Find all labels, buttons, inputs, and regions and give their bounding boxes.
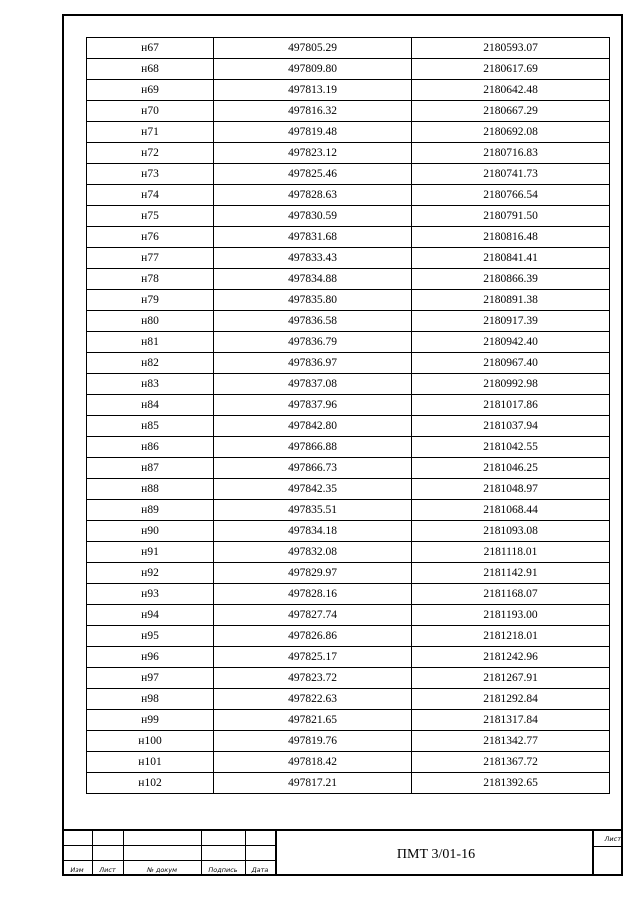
title-block xyxy=(62,829,623,876)
table-row xyxy=(87,290,610,311)
y-coordinate-cell: 2180866.39 xyxy=(412,269,610,290)
x-coordinate-cell: 497821.65 xyxy=(214,710,412,731)
table-row xyxy=(87,542,610,563)
table-row xyxy=(87,269,610,290)
point-name-cell: н100 xyxy=(87,731,214,752)
table-row xyxy=(87,143,610,164)
y-coordinate-cell: 2181242.96 xyxy=(412,647,610,668)
y-coordinate-cell: 2180992.98 xyxy=(412,374,610,395)
point-name-cell: н90 xyxy=(87,521,214,542)
point-name-cell: н94 xyxy=(87,605,214,626)
table-row xyxy=(87,458,610,479)
title-block-row-line xyxy=(592,846,623,847)
point-name-cell: н68 xyxy=(87,59,214,80)
table-row xyxy=(87,38,610,59)
y-coordinate-cell: 2181392.65 xyxy=(412,773,610,794)
x-coordinate-cell: 497809.80 xyxy=(214,59,412,80)
y-coordinate-cell: 2181046.25 xyxy=(412,458,610,479)
table-row xyxy=(87,311,610,332)
y-coordinate-cell: 2181317.84 xyxy=(412,710,610,731)
x-coordinate-cell: 497836.79 xyxy=(214,332,412,353)
x-coordinate-cell: 497818.42 xyxy=(214,752,412,773)
x-coordinate-cell: 497835.51 xyxy=(214,500,412,521)
point-name-cell: н96 xyxy=(87,647,214,668)
x-coordinate-cell: 497837.96 xyxy=(214,395,412,416)
table-row xyxy=(87,101,610,122)
point-name-cell: н71 xyxy=(87,122,214,143)
x-coordinate-cell: 497866.73 xyxy=(214,458,412,479)
x-coordinate-cell: 497819.76 xyxy=(214,731,412,752)
x-coordinate-cell: 497866.88 xyxy=(214,437,412,458)
table-row xyxy=(87,227,610,248)
table-row xyxy=(87,521,610,542)
y-coordinate-cell: 2181292.84 xyxy=(412,689,610,710)
table-row xyxy=(87,437,610,458)
point-name-cell: н101 xyxy=(87,752,214,773)
table-row xyxy=(87,626,610,647)
table-row xyxy=(87,416,610,437)
point-name-cell: н89 xyxy=(87,500,214,521)
coordinates-table xyxy=(86,37,610,794)
point-name-cell: н79 xyxy=(87,290,214,311)
y-coordinate-cell: 2181142.91 xyxy=(412,563,610,584)
y-coordinate-cell: 2180766.54 xyxy=(412,185,610,206)
table-row xyxy=(87,479,610,500)
table-row xyxy=(87,332,610,353)
x-coordinate-cell: 497828.63 xyxy=(214,185,412,206)
y-coordinate-cell: 2180593.07 xyxy=(412,38,610,59)
table-row xyxy=(87,584,610,605)
x-coordinate-cell: 497822.63 xyxy=(214,689,412,710)
x-coordinate-cell: 497836.97 xyxy=(214,353,412,374)
x-coordinate-cell: 497805.29 xyxy=(214,38,412,59)
x-coordinate-cell: 497842.35 xyxy=(214,479,412,500)
x-coordinate-cell: 497816.32 xyxy=(214,101,412,122)
point-name-cell: н67 xyxy=(87,38,214,59)
y-coordinate-cell: 2180692.08 xyxy=(412,122,610,143)
y-coordinate-cell: 2181267.91 xyxy=(412,668,610,689)
y-coordinate-cell: 2180816.48 xyxy=(412,227,610,248)
table-row xyxy=(87,773,610,794)
point-name-cell: н102 xyxy=(87,773,214,794)
y-coordinate-cell: 2181193.00 xyxy=(412,605,610,626)
x-coordinate-cell: 497817.21 xyxy=(214,773,412,794)
table-row xyxy=(87,395,610,416)
x-coordinate-cell: 497831.68 xyxy=(214,227,412,248)
point-name-cell: н80 xyxy=(87,311,214,332)
x-coordinate-cell: 497828.16 xyxy=(214,584,412,605)
point-name-cell: н76 xyxy=(87,227,214,248)
x-coordinate-cell: 497836.58 xyxy=(214,311,412,332)
point-name-cell: н69 xyxy=(87,80,214,101)
point-name-cell: н93 xyxy=(87,584,214,605)
x-coordinate-cell: 497833.43 xyxy=(214,248,412,269)
point-name-cell: н84 xyxy=(87,395,214,416)
x-coordinate-cell: 497835.80 xyxy=(214,290,412,311)
table-row xyxy=(87,668,610,689)
x-coordinate-cell: 497825.46 xyxy=(214,164,412,185)
x-coordinate-cell: 497830.59 xyxy=(214,206,412,227)
table-row xyxy=(87,122,610,143)
point-name-cell: н78 xyxy=(87,269,214,290)
y-coordinate-cell: 2180917.39 xyxy=(412,311,610,332)
x-coordinate-cell: 497823.72 xyxy=(214,668,412,689)
point-name-cell: н99 xyxy=(87,710,214,731)
y-coordinate-cell: 2180617.69 xyxy=(412,59,610,80)
title-block-row-line xyxy=(62,860,275,861)
table-row xyxy=(87,80,610,101)
table-row xyxy=(87,500,610,521)
x-coordinate-cell: 497826.86 xyxy=(214,626,412,647)
y-coordinate-cell: 2180841.41 xyxy=(412,248,610,269)
point-name-cell: н72 xyxy=(87,143,214,164)
point-name-cell: н91 xyxy=(87,542,214,563)
y-coordinate-cell: 2180891.38 xyxy=(412,290,610,311)
point-name-cell: н88 xyxy=(87,479,214,500)
y-coordinate-cell: 2181017.86 xyxy=(412,395,610,416)
table-row xyxy=(87,689,610,710)
point-name-cell: н95 xyxy=(87,626,214,647)
x-coordinate-cell: 497819.48 xyxy=(214,122,412,143)
point-name-cell: н70 xyxy=(87,101,214,122)
y-coordinate-cell: 2181093.08 xyxy=(412,521,610,542)
table-row xyxy=(87,710,610,731)
label-signature: Подпись xyxy=(208,866,238,874)
y-coordinate-cell: 2181168.07 xyxy=(412,584,610,605)
table-row xyxy=(87,605,610,626)
y-coordinate-cell: 2181118.01 xyxy=(412,542,610,563)
table-row xyxy=(87,563,610,584)
label-list: Лист xyxy=(99,866,116,874)
y-coordinate-cell: 2180791.50 xyxy=(412,206,610,227)
x-coordinate-cell: 497813.19 xyxy=(214,80,412,101)
point-name-cell: н74 xyxy=(87,185,214,206)
point-name-cell: н85 xyxy=(87,416,214,437)
table-row xyxy=(87,59,610,80)
y-coordinate-cell: 2180716.83 xyxy=(412,143,610,164)
y-coordinate-cell: 2181037.94 xyxy=(412,416,610,437)
point-name-cell: н73 xyxy=(87,164,214,185)
table-row xyxy=(87,374,610,395)
label-izm: Изм xyxy=(70,866,84,874)
x-coordinate-cell: 497842.80 xyxy=(214,416,412,437)
y-coordinate-cell: 2181367.72 xyxy=(412,752,610,773)
point-name-cell: н77 xyxy=(87,248,214,269)
x-coordinate-cell: 497834.18 xyxy=(214,521,412,542)
y-coordinate-cell: 2181048.97 xyxy=(412,479,610,500)
table-row xyxy=(87,353,610,374)
x-coordinate-cell: 497827.74 xyxy=(214,605,412,626)
x-coordinate-cell: 497832.08 xyxy=(214,542,412,563)
point-name-cell: н83 xyxy=(87,374,214,395)
y-coordinate-cell: 2181218.01 xyxy=(412,626,610,647)
y-coordinate-cell: 2180967.40 xyxy=(412,353,610,374)
y-coordinate-cell: 2180942.40 xyxy=(412,332,610,353)
y-coordinate-cell: 2181042.55 xyxy=(412,437,610,458)
table-row xyxy=(87,185,610,206)
y-coordinate-cell: 2180642.48 xyxy=(412,80,610,101)
point-name-cell: н87 xyxy=(87,458,214,479)
document-code: ПМТ 3/01-16 xyxy=(396,847,476,862)
point-name-cell: н81 xyxy=(87,332,214,353)
x-coordinate-cell: 497823.12 xyxy=(214,143,412,164)
x-coordinate-cell: 497829.97 xyxy=(214,563,412,584)
point-name-cell: н92 xyxy=(87,563,214,584)
y-coordinate-cell: 2181342.77 xyxy=(412,731,610,752)
x-coordinate-cell: 497837.08 xyxy=(214,374,412,395)
table-row xyxy=(87,206,610,227)
point-name-cell: н97 xyxy=(87,668,214,689)
point-name-cell: н98 xyxy=(87,689,214,710)
table-row xyxy=(87,164,610,185)
table-row xyxy=(87,248,610,269)
label-date: Дата xyxy=(251,866,269,874)
point-name-cell: н75 xyxy=(87,206,214,227)
point-name-cell: н82 xyxy=(87,353,214,374)
table-row xyxy=(87,647,610,668)
sheet-label: Лист xyxy=(604,835,621,843)
label-doc-number: № докум xyxy=(147,866,177,874)
x-coordinate-cell: 497825.17 xyxy=(214,647,412,668)
table-row xyxy=(87,731,610,752)
point-name-cell: н86 xyxy=(87,437,214,458)
y-coordinate-cell: 2181068.44 xyxy=(412,500,610,521)
y-coordinate-cell: 2180741.73 xyxy=(412,164,610,185)
x-coordinate-cell: 497834.88 xyxy=(214,269,412,290)
title-block-row-line xyxy=(62,845,275,846)
table-row xyxy=(87,752,610,773)
y-coordinate-cell: 2180667.29 xyxy=(412,101,610,122)
